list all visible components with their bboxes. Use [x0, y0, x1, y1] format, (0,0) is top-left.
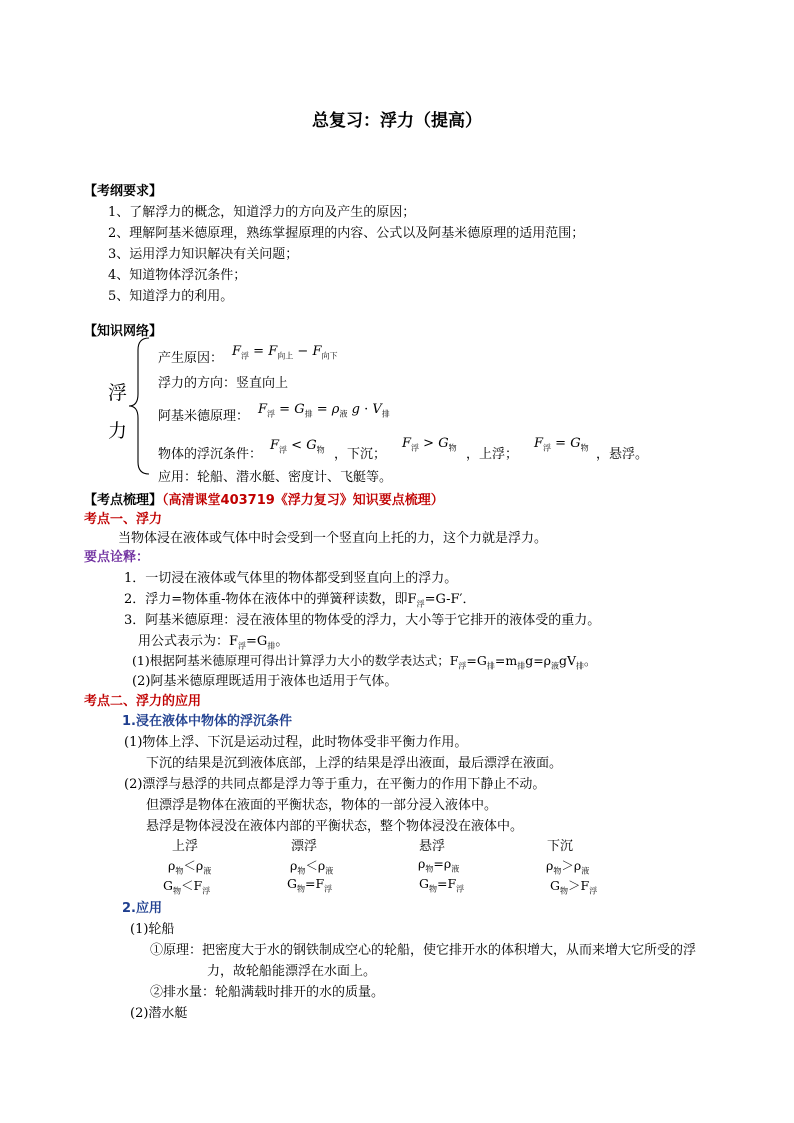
- kd2-line-2: 下沉的结果是沉到液体底部，上浮的结果是浮出液面，最后漂浮在液面。: [146, 756, 563, 771]
- kaogang-item-4: 4、知道物体浮沉条件；: [108, 268, 247, 283]
- kd1-definition: 当物体浸在液体或气体中时会受到一个竖直向上托的力，这个力就是浮力。: [118, 531, 548, 546]
- float-label: 物体的浮沉条件：: [158, 447, 263, 462]
- yd-note-1: (1)根据阿基米德原理可得出计算浮力大小的数学表达式；$F_浮=G_排=m_排g=\rho_液gV_排$。: [132, 653, 597, 671]
- kd2-subheading-2: 2.应用: [122, 901, 162, 916]
- kd2-line-4: 但漂浮是物体在液面的平衡状态，物体的一部分浸入液体中。: [146, 798, 498, 813]
- kaogang-item-2: 2、理解阿基米德原理，熟练掌握原理的内容、公式以及阿基米德原理的适用范围；: [108, 226, 585, 241]
- kd2-line-1: (1)物体上浮、下沉是运动过程，此时物体受非平衡力作用。: [124, 735, 468, 750]
- kaodian-heading: 【考点梳理】（高清课堂403719《浮力复习》知识要点梳理）: [84, 493, 444, 508]
- app-ship-principle-cont: 力，故轮船能漂浮在水面上。: [207, 964, 377, 979]
- case-g-2: $G_物=F_浮$: [419, 876, 465, 894]
- case-name-2: 悬浮: [419, 839, 446, 854]
- case-rho-1: $\rho_物<\rho_液$: [290, 858, 334, 876]
- app-submarine: (2)潜水艇: [130, 1006, 188, 1021]
- kaogang-item-1: 1、了解浮力的概念，知道浮力的方向及产生的原因；: [108, 205, 416, 220]
- cond-sink-formula: $F_浮 < G_物$: [270, 438, 325, 455]
- cause-label: 产生原因：: [158, 351, 224, 366]
- yd-point-2: 2．浮力=物体重-物体在液体中的弹簧秤读数，即$F_浮=G-F'$．: [124, 592, 476, 609]
- case-g-1: $G_物=F_浮$: [287, 876, 333, 894]
- yd-formula-line: 用公式表示为：$F_浮=G_排$。: [138, 634, 289, 651]
- cond-rise-formula: $F_浮 > G_物$: [402, 436, 457, 453]
- cond-suspend-text: ，悬浮。: [596, 447, 649, 462]
- cause-formula: $F_浮 = F_{向上} - F_{向下}$: [232, 344, 338, 361]
- case-name-0: 上浮: [172, 839, 199, 854]
- case-rho-2: $\rho_物=\rho_液$: [418, 856, 460, 874]
- cond-rise-text: ，上浮；: [466, 447, 519, 462]
- zhishi-heading: 【知识网络】: [84, 324, 163, 339]
- direction-text: 浮力的方向：竖直向上: [158, 376, 289, 391]
- yd-point-1: 1．一切浸在液体或气体里的物体都受到竖直向上的浮力。: [124, 571, 458, 586]
- knowledge-brace: [125, 336, 155, 476]
- kd2-line-5: 悬浮是物体浸没在液体内部的平衡状态，整个物体浸没在液体中。: [146, 819, 524, 834]
- case-name-1: 漂浮: [291, 839, 318, 854]
- application-text: 应用：轮船、潜水艇、密度计、飞艇等。: [158, 470, 393, 485]
- app-ship: (1)轮船: [130, 922, 175, 937]
- kd2-line-3: (2)漂浮与悬浮的共同点都是浮力等于重力，在平衡力的作用下静止不动。: [124, 777, 546, 792]
- kaogang-item-3: 3、运用浮力知识解决有关问题；: [108, 247, 299, 262]
- side-char-fu: 浮: [108, 382, 128, 404]
- case-name-3: 下沉: [547, 839, 574, 854]
- yd-note-2: (2)阿基米德原理既适用于液体也适用于气体。: [132, 674, 398, 689]
- kaogang-item-5: 5、知道浮力的利用。: [108, 289, 234, 304]
- app-ship-displacement: ②排水量：轮船满载时排开的水的质量。: [150, 985, 385, 1000]
- side-char-li: 力: [108, 420, 128, 442]
- yd-point-3: 3．阿基米德原理：浸在液体里的物体受的浮力，大小等于它排开的液体受的重力。: [124, 613, 601, 628]
- kd2-heading: 考点二、浮力的应用: [84, 694, 202, 709]
- case-g-3: $G_物>F_浮$: [550, 878, 598, 896]
- archimedes-label: 阿基米德原理：: [158, 409, 250, 424]
- page-title: 总复习：浮力（提高）: [312, 111, 482, 131]
- case-g-0: $G_物<F_浮$: [163, 878, 211, 896]
- cond-sink-text: ，下沉；: [334, 447, 387, 462]
- archimedes-formula: $F_浮 = G_排 = \rho_液$ $g \cdot V_排$: [258, 402, 390, 419]
- cond-suspend-formula: $F_浮 = G_物$: [534, 436, 589, 453]
- kaogang-heading: 【考纲要求】: [84, 184, 163, 199]
- case-rho-3: $\rho_物>\rho_液$: [546, 858, 590, 876]
- kd2-subheading-1: 1.浸在液体中物体的浮沉条件: [122, 714, 292, 729]
- kd1-heading: 考点一、浮力: [84, 512, 163, 527]
- app-ship-principle: ①原理：把密度大于水的钢铁制成空心的轮船，使它排开水的体积增大，从而来增大它所受的浮: [150, 943, 697, 958]
- case-rho-0: $\rho_物<\rho_液$: [168, 858, 212, 876]
- yaodian-heading: 要点诠释：: [84, 550, 150, 565]
